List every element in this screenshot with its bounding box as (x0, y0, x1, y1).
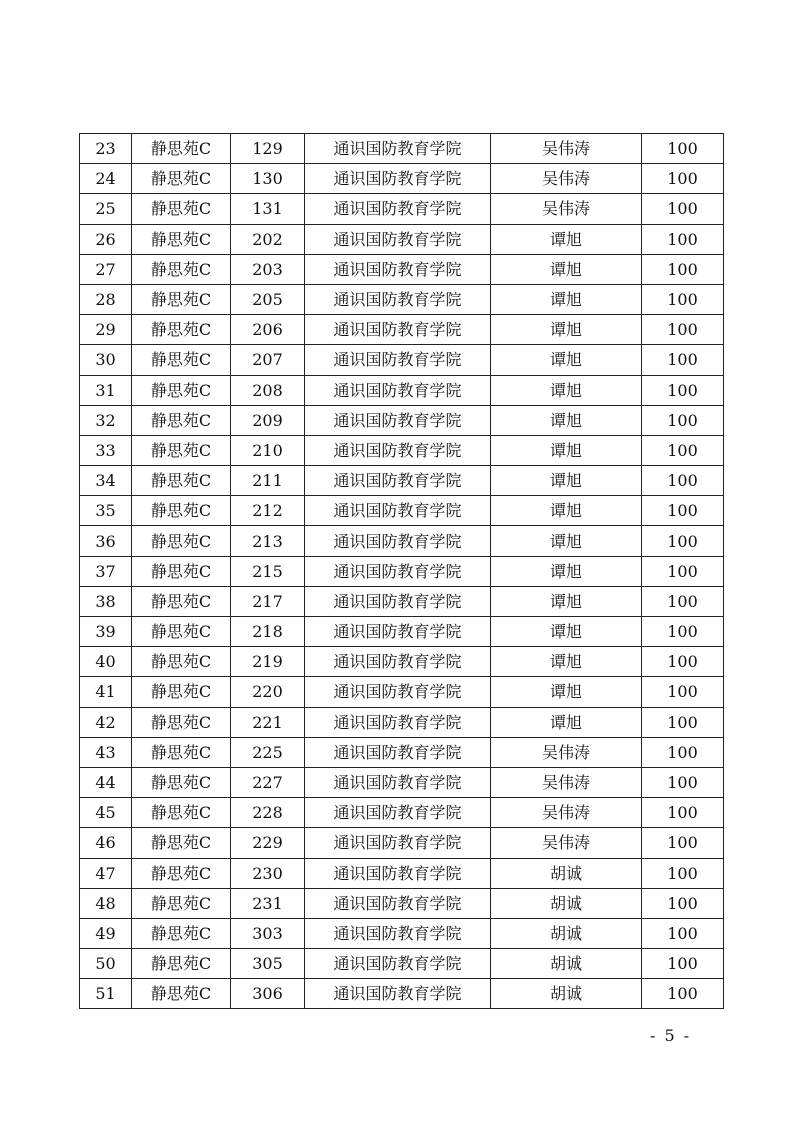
college-cell: 通识国防教育学院 (305, 798, 491, 828)
score-cell: 100 (642, 737, 724, 767)
score-cell: 100 (642, 496, 724, 526)
score-cell: 100 (642, 526, 724, 556)
person-cell: 吴伟涛 (491, 798, 642, 828)
score-cell: 100 (642, 707, 724, 737)
person-cell: 胡诚 (491, 888, 642, 918)
college-cell: 通识国防教育学院 (305, 496, 491, 526)
room-number-cell: 229 (231, 828, 305, 858)
row-index-cell: 45 (80, 798, 132, 828)
row-index-cell: 40 (80, 647, 132, 677)
college-cell: 通识国防教育学院 (305, 284, 491, 314)
person-cell: 谭旭 (491, 526, 642, 556)
college-cell: 通识国防教育学院 (305, 737, 491, 767)
college-cell: 通识国防教育学院 (305, 647, 491, 677)
room-number-cell: 130 (231, 164, 305, 194)
page-number: - 5 - (650, 1026, 692, 1045)
room-number-cell: 129 (231, 134, 305, 164)
room-number-cell: 218 (231, 617, 305, 647)
college-cell: 通识国防教育学院 (305, 164, 491, 194)
table-row (80, 345, 724, 375)
row-index-cell: 27 (80, 254, 132, 284)
room-number-cell: 209 (231, 405, 305, 435)
score-cell: 100 (642, 586, 724, 616)
room-number-cell: 305 (231, 949, 305, 979)
college-cell: 通识国防教育学院 (305, 858, 491, 888)
room-number-cell: 219 (231, 647, 305, 677)
score-cell: 100 (642, 224, 724, 254)
room-number-cell: 231 (231, 888, 305, 918)
room-number-cell: 213 (231, 526, 305, 556)
building-cell: 静思苑C (132, 164, 231, 194)
table-row (80, 586, 724, 616)
row-index-cell: 48 (80, 888, 132, 918)
row-index-cell: 44 (80, 767, 132, 797)
college-cell: 通识国防教育学院 (305, 586, 491, 616)
person-cell: 吴伟涛 (491, 828, 642, 858)
row-index-cell: 28 (80, 284, 132, 314)
table-row (80, 134, 724, 164)
building-cell: 静思苑C (132, 496, 231, 526)
person-cell: 谭旭 (491, 647, 642, 677)
score-cell: 100 (642, 828, 724, 858)
college-cell: 通识国防教育学院 (305, 375, 491, 405)
table-row (80, 767, 724, 797)
college-cell: 通识国防教育学院 (305, 345, 491, 375)
score-cell: 100 (642, 888, 724, 918)
building-cell: 静思苑C (132, 677, 231, 707)
room-number-cell: 212 (231, 496, 305, 526)
person-cell: 谭旭 (491, 254, 642, 284)
score-cell: 100 (642, 194, 724, 224)
person-cell: 谭旭 (491, 466, 642, 496)
room-number-cell: 215 (231, 556, 305, 586)
person-cell: 胡诚 (491, 979, 642, 1009)
row-index-cell: 49 (80, 918, 132, 948)
score-cell: 100 (642, 134, 724, 164)
table-row (80, 888, 724, 918)
building-cell: 静思苑C (132, 767, 231, 797)
college-cell: 通识国防教育学院 (305, 224, 491, 254)
building-cell: 静思苑C (132, 284, 231, 314)
building-cell: 静思苑C (132, 556, 231, 586)
row-index-cell: 38 (80, 586, 132, 616)
score-cell: 100 (642, 466, 724, 496)
person-cell: 谭旭 (491, 707, 642, 737)
building-cell: 静思苑C (132, 345, 231, 375)
room-number-cell: 208 (231, 375, 305, 405)
table-row (80, 254, 724, 284)
person-cell: 谭旭 (491, 556, 642, 586)
person-cell: 胡诚 (491, 858, 642, 888)
room-number-cell: 217 (231, 586, 305, 616)
table-row (80, 194, 724, 224)
room-number-cell: 131 (231, 194, 305, 224)
table-row (80, 918, 724, 948)
table-row (80, 556, 724, 586)
table-row (80, 828, 724, 858)
row-index-cell: 50 (80, 949, 132, 979)
row-index-cell: 39 (80, 617, 132, 647)
table-row (80, 375, 724, 405)
room-number-cell: 205 (231, 284, 305, 314)
table-row (80, 737, 724, 767)
college-cell: 通识国防教育学院 (305, 466, 491, 496)
college-cell: 通识国防教育学院 (305, 888, 491, 918)
building-cell: 静思苑C (132, 194, 231, 224)
row-index-cell: 25 (80, 194, 132, 224)
person-cell: 吴伟涛 (491, 194, 642, 224)
building-cell: 静思苑C (132, 949, 231, 979)
table-row (80, 284, 724, 314)
table-row (80, 677, 724, 707)
score-cell: 100 (642, 254, 724, 284)
score-cell: 100 (642, 405, 724, 435)
college-cell: 通识国防教育学院 (305, 979, 491, 1009)
dormitory-score-table (79, 133, 724, 1009)
building-cell: 静思苑C (132, 526, 231, 556)
room-number-cell: 228 (231, 798, 305, 828)
row-index-cell: 42 (80, 707, 132, 737)
row-index-cell: 51 (80, 979, 132, 1009)
row-index-cell: 32 (80, 405, 132, 435)
room-number-cell: 210 (231, 435, 305, 465)
row-index-cell: 41 (80, 677, 132, 707)
room-number-cell: 221 (231, 707, 305, 737)
college-cell: 通识国防教育学院 (305, 677, 491, 707)
room-number-cell: 220 (231, 677, 305, 707)
score-cell: 100 (642, 918, 724, 948)
building-cell: 静思苑C (132, 586, 231, 616)
table-row (80, 164, 724, 194)
person-cell: 谭旭 (491, 435, 642, 465)
college-cell: 通识国防教育学院 (305, 767, 491, 797)
room-number-cell: 227 (231, 767, 305, 797)
person-cell: 吴伟涛 (491, 767, 642, 797)
building-cell: 静思苑C (132, 435, 231, 465)
person-cell: 胡诚 (491, 949, 642, 979)
room-number-cell: 211 (231, 466, 305, 496)
row-index-cell: 34 (80, 466, 132, 496)
table-row (80, 858, 724, 888)
college-cell: 通识国防教育学院 (305, 617, 491, 647)
room-number-cell: 202 (231, 224, 305, 254)
college-cell: 通识国防教育学院 (305, 435, 491, 465)
building-cell: 静思苑C (132, 315, 231, 345)
person-cell: 吴伟涛 (491, 737, 642, 767)
room-number-cell: 206 (231, 315, 305, 345)
score-cell: 100 (642, 284, 724, 314)
person-cell: 谭旭 (491, 496, 642, 526)
row-index-cell: 43 (80, 737, 132, 767)
score-cell: 100 (642, 164, 724, 194)
row-index-cell: 36 (80, 526, 132, 556)
building-cell: 静思苑C (132, 798, 231, 828)
college-cell: 通识国防教育学院 (305, 949, 491, 979)
table-row (80, 949, 724, 979)
room-number-cell: 207 (231, 345, 305, 375)
person-cell: 谭旭 (491, 345, 642, 375)
college-cell: 通识国防教育学院 (305, 254, 491, 284)
row-index-cell: 24 (80, 164, 132, 194)
row-index-cell: 31 (80, 375, 132, 405)
college-cell: 通识国防教育学院 (305, 315, 491, 345)
score-cell: 100 (642, 345, 724, 375)
score-cell: 100 (642, 949, 724, 979)
building-cell: 静思苑C (132, 466, 231, 496)
building-cell: 静思苑C (132, 858, 231, 888)
score-cell: 100 (642, 677, 724, 707)
table-body (80, 134, 724, 1009)
table-row (80, 526, 724, 556)
college-cell: 通识国防教育学院 (305, 556, 491, 586)
table-row (80, 798, 724, 828)
score-cell: 100 (642, 979, 724, 1009)
person-cell: 谭旭 (491, 677, 642, 707)
building-cell: 静思苑C (132, 979, 231, 1009)
room-number-cell: 230 (231, 858, 305, 888)
table-row (80, 466, 724, 496)
person-cell: 谭旭 (491, 284, 642, 314)
person-cell: 谭旭 (491, 224, 642, 254)
person-cell: 胡诚 (491, 918, 642, 948)
row-index-cell: 23 (80, 134, 132, 164)
row-index-cell: 30 (80, 345, 132, 375)
row-index-cell: 26 (80, 224, 132, 254)
table-row (80, 707, 724, 737)
building-cell: 静思苑C (132, 617, 231, 647)
room-number-cell: 203 (231, 254, 305, 284)
table-row (80, 435, 724, 465)
building-cell: 静思苑C (132, 918, 231, 948)
table-row (80, 647, 724, 677)
person-cell: 吴伟涛 (491, 164, 642, 194)
college-cell: 通识国防教育学院 (305, 707, 491, 737)
table-row (80, 617, 724, 647)
score-cell: 100 (642, 375, 724, 405)
score-cell: 100 (642, 798, 724, 828)
row-index-cell: 35 (80, 496, 132, 526)
score-cell: 100 (642, 556, 724, 586)
college-cell: 通识国防教育学院 (305, 134, 491, 164)
room-number-cell: 225 (231, 737, 305, 767)
table-row (80, 496, 724, 526)
college-cell: 通识国防教育学院 (305, 405, 491, 435)
building-cell: 静思苑C (132, 375, 231, 405)
person-cell: 谭旭 (491, 405, 642, 435)
score-cell: 100 (642, 315, 724, 345)
building-cell: 静思苑C (132, 224, 231, 254)
building-cell: 静思苑C (132, 134, 231, 164)
building-cell: 静思苑C (132, 647, 231, 677)
college-cell: 通识国防教育学院 (305, 526, 491, 556)
score-cell: 100 (642, 647, 724, 677)
score-cell: 100 (642, 858, 724, 888)
row-index-cell: 29 (80, 315, 132, 345)
score-cell: 100 (642, 435, 724, 465)
table-row (80, 979, 724, 1009)
college-cell: 通识国防教育学院 (305, 194, 491, 224)
room-number-cell: 306 (231, 979, 305, 1009)
college-cell: 通识国防教育学院 (305, 918, 491, 948)
building-cell: 静思苑C (132, 737, 231, 767)
table-row (80, 405, 724, 435)
row-index-cell: 33 (80, 435, 132, 465)
building-cell: 静思苑C (132, 254, 231, 284)
building-cell: 静思苑C (132, 828, 231, 858)
table-row (80, 224, 724, 254)
building-cell: 静思苑C (132, 888, 231, 918)
row-index-cell: 47 (80, 858, 132, 888)
person-cell: 谭旭 (491, 617, 642, 647)
table-row (80, 315, 724, 345)
row-index-cell: 37 (80, 556, 132, 586)
score-cell: 100 (642, 617, 724, 647)
college-cell: 通识国防教育学院 (305, 828, 491, 858)
building-cell: 静思苑C (132, 405, 231, 435)
row-index-cell: 46 (80, 828, 132, 858)
person-cell: 谭旭 (491, 315, 642, 345)
score-cell: 100 (642, 767, 724, 797)
room-number-cell: 303 (231, 918, 305, 948)
person-cell: 谭旭 (491, 375, 642, 405)
building-cell: 静思苑C (132, 707, 231, 737)
person-cell: 吴伟涛 (491, 134, 642, 164)
person-cell: 谭旭 (491, 586, 642, 616)
